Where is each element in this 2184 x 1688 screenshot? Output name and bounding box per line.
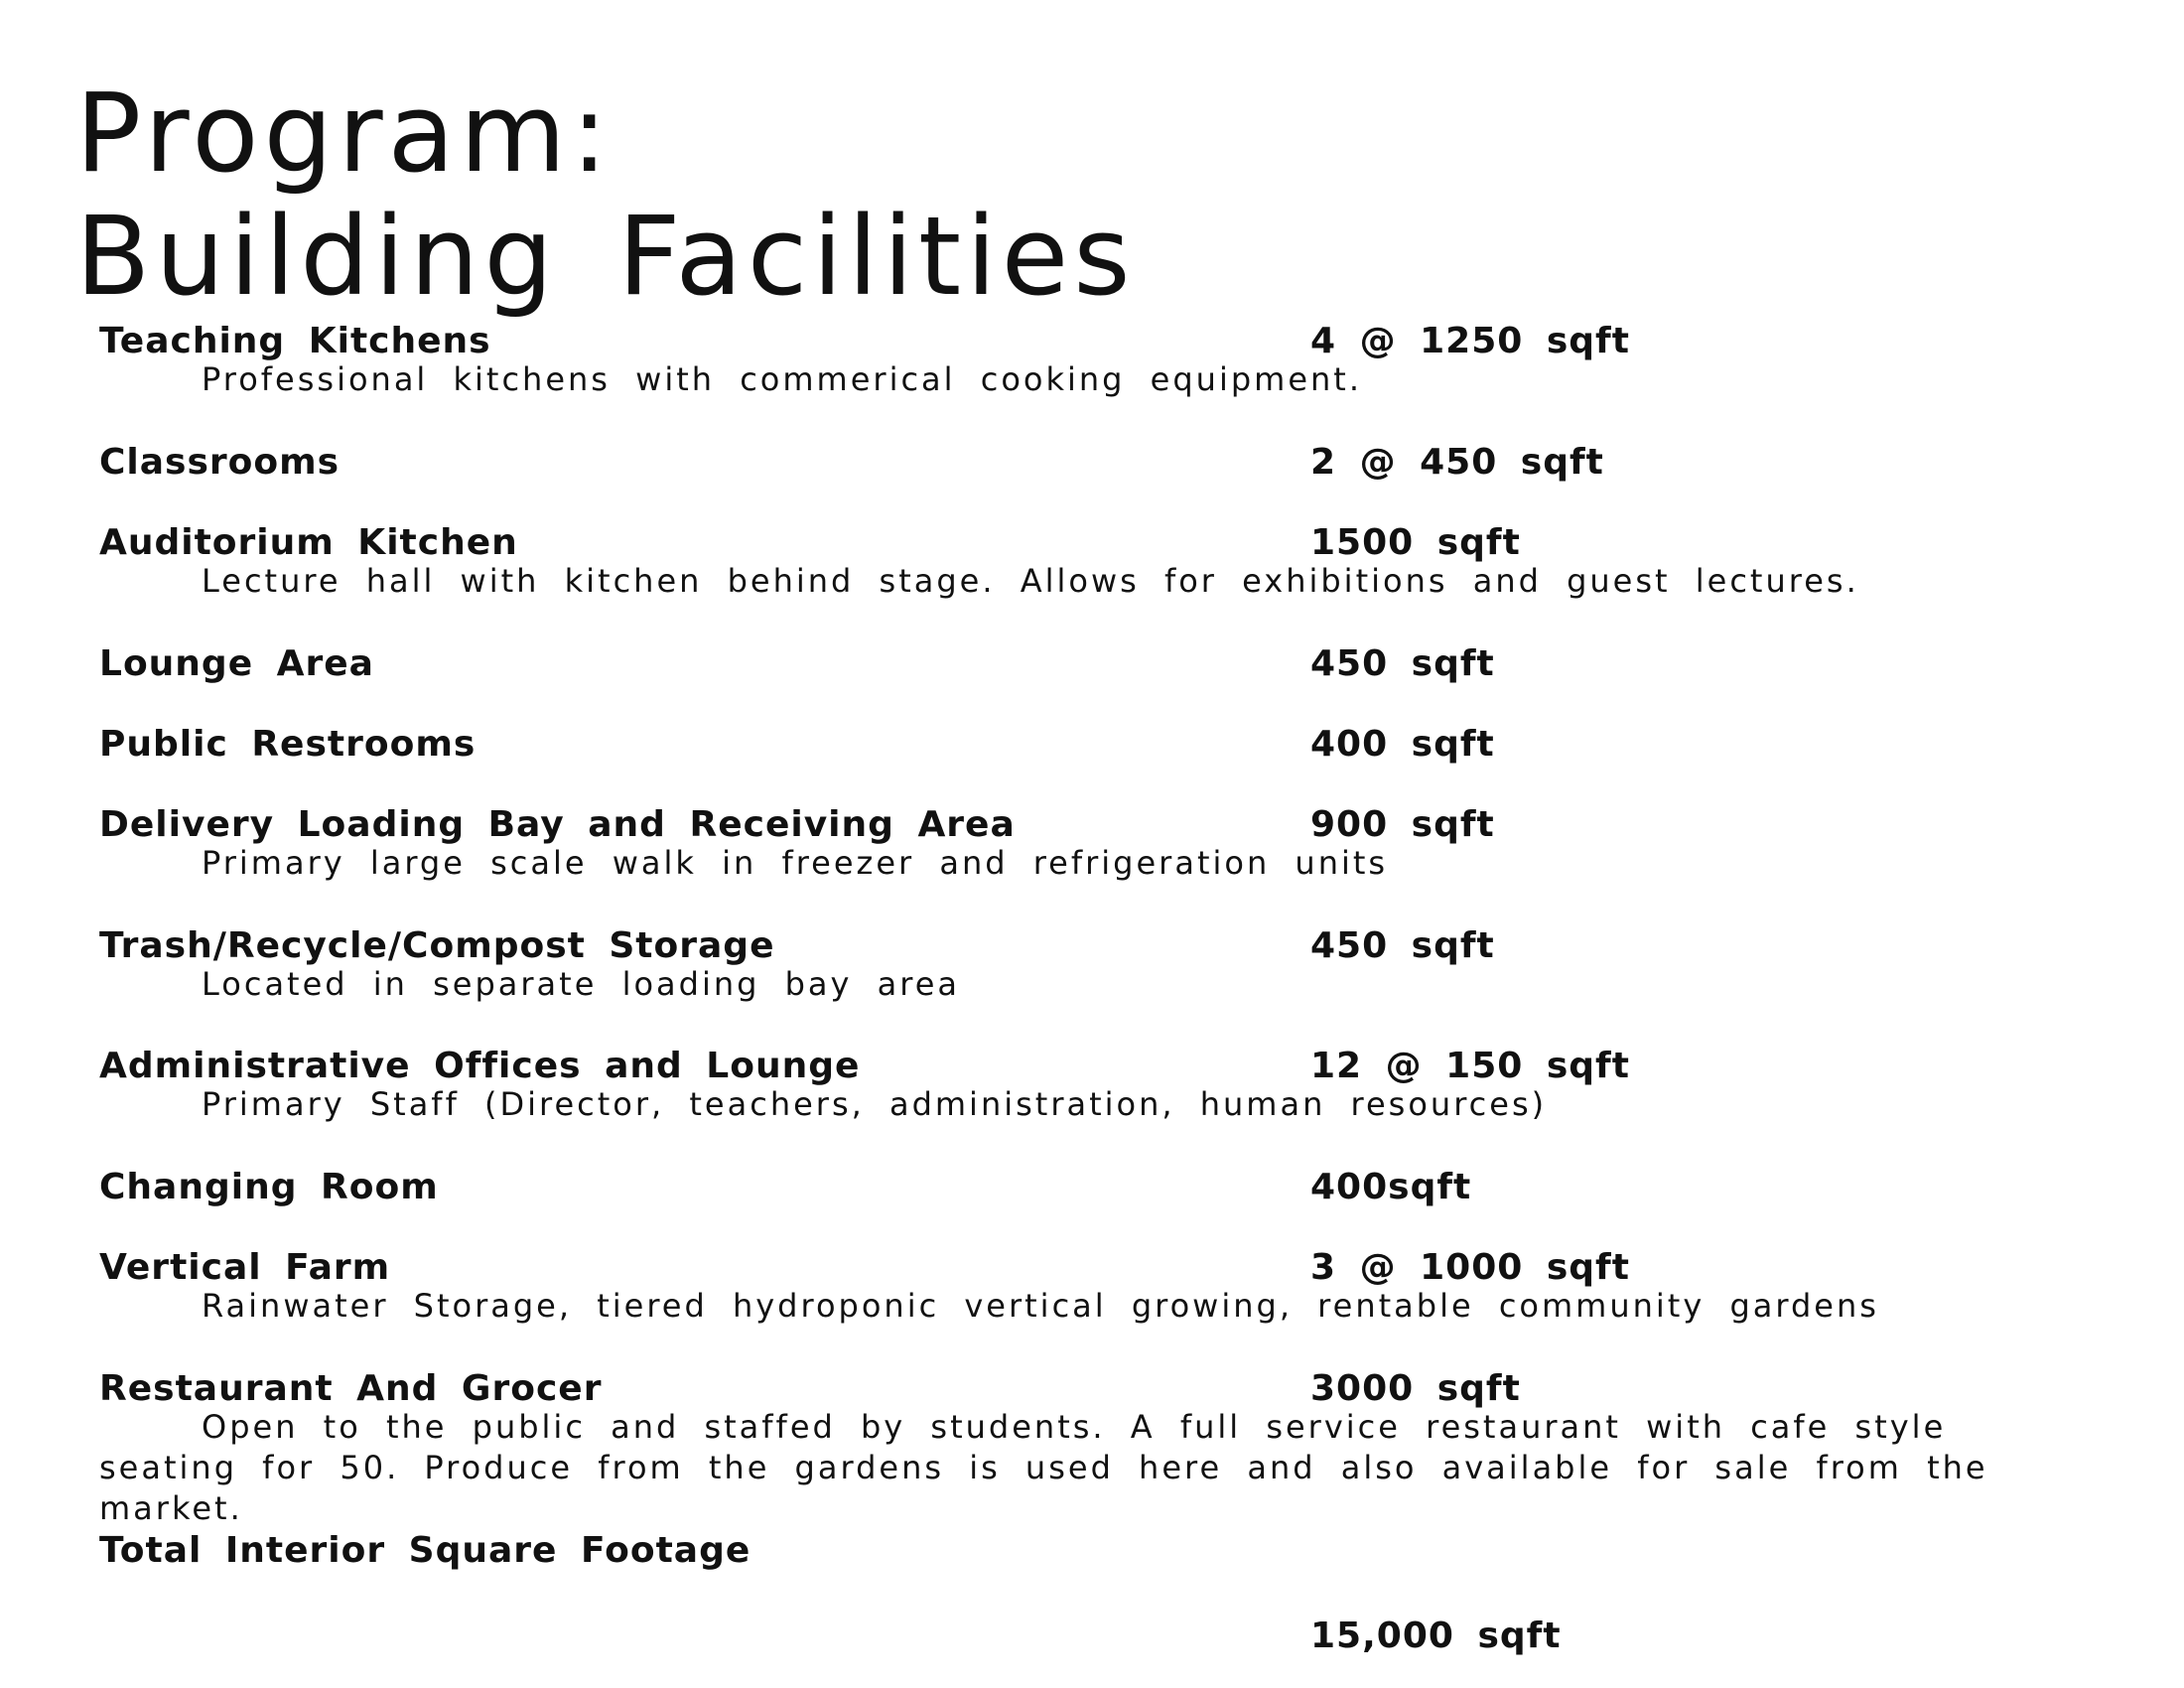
facility-size: 3000 sqft: [1310, 1368, 1521, 1409]
facility-name: Vertical Farm: [99, 1247, 391, 1288]
facility-size: 4 @ 1250 sqft: [1310, 321, 1630, 361]
total-label: Total Interior Square Footage: [99, 1530, 751, 1571]
facility-description: Open to the public and staffed by students. A full service restaurant with cafe style seating for 50. Produce from the gardens is used here and also available for sale from the market.: [99, 1408, 1988, 1527]
facility-size: 450 sqft: [1310, 925, 1495, 966]
facility-size: 1500 sqft: [1310, 522, 1521, 563]
facility-name: Changing Room: [99, 1167, 439, 1207]
facility-size: 900 sqft: [1310, 804, 1495, 845]
facility-name: Public Restrooms: [99, 724, 477, 765]
facility-description: Professional kitchens with commerical cooking equipment.: [202, 360, 1362, 398]
facility-name: Teaching Kitchens: [99, 321, 491, 361]
facility-size: 12 @ 150 sqft: [1310, 1046, 1630, 1086]
total-square-footage: 15,000 sqft: [1310, 1616, 1562, 1656]
facility-description: Primary Staff (Director, teachers, administration, human resources): [202, 1085, 1548, 1123]
facility-name: Classrooms: [99, 442, 341, 483]
facility-size: 2 @ 450 sqft: [1310, 442, 1604, 483]
facility-name: Lounge Area: [99, 643, 374, 684]
facility-description: Located in separate loading bay area: [202, 965, 960, 1003]
page-title-line-1: Program:: [75, 70, 614, 197]
facility-description: Lecture hall with kitchen behind stage. Allows for exhibitions and guest lectures.: [202, 562, 1859, 600]
facility-size: 400sqft: [1310, 1167, 1472, 1207]
facility-name: Delivery Loading Bay and Receiving Area: [99, 804, 1016, 845]
facility-size: 450 sqft: [1310, 643, 1495, 684]
facility-description: Rainwater Storage, tiered hydroponic vertical growing, rentable community gardens: [202, 1287, 1879, 1325]
facility-description: Primary large scale walk in freezer and refrigeration units: [202, 844, 1389, 882]
page-title-line-2: Building Facilities: [75, 193, 1136, 320]
facility-name: Administrative Offices and Lounge: [99, 1046, 861, 1086]
facility-size: 3 @ 1000 sqft: [1310, 1247, 1630, 1288]
facility-size: 400 sqft: [1310, 724, 1495, 765]
facility-name: Trash/Recycle/Compost Storage: [99, 925, 775, 966]
facility-name: Auditorium Kitchen: [99, 522, 518, 563]
facility-name: Restaurant And Grocer: [99, 1368, 603, 1409]
